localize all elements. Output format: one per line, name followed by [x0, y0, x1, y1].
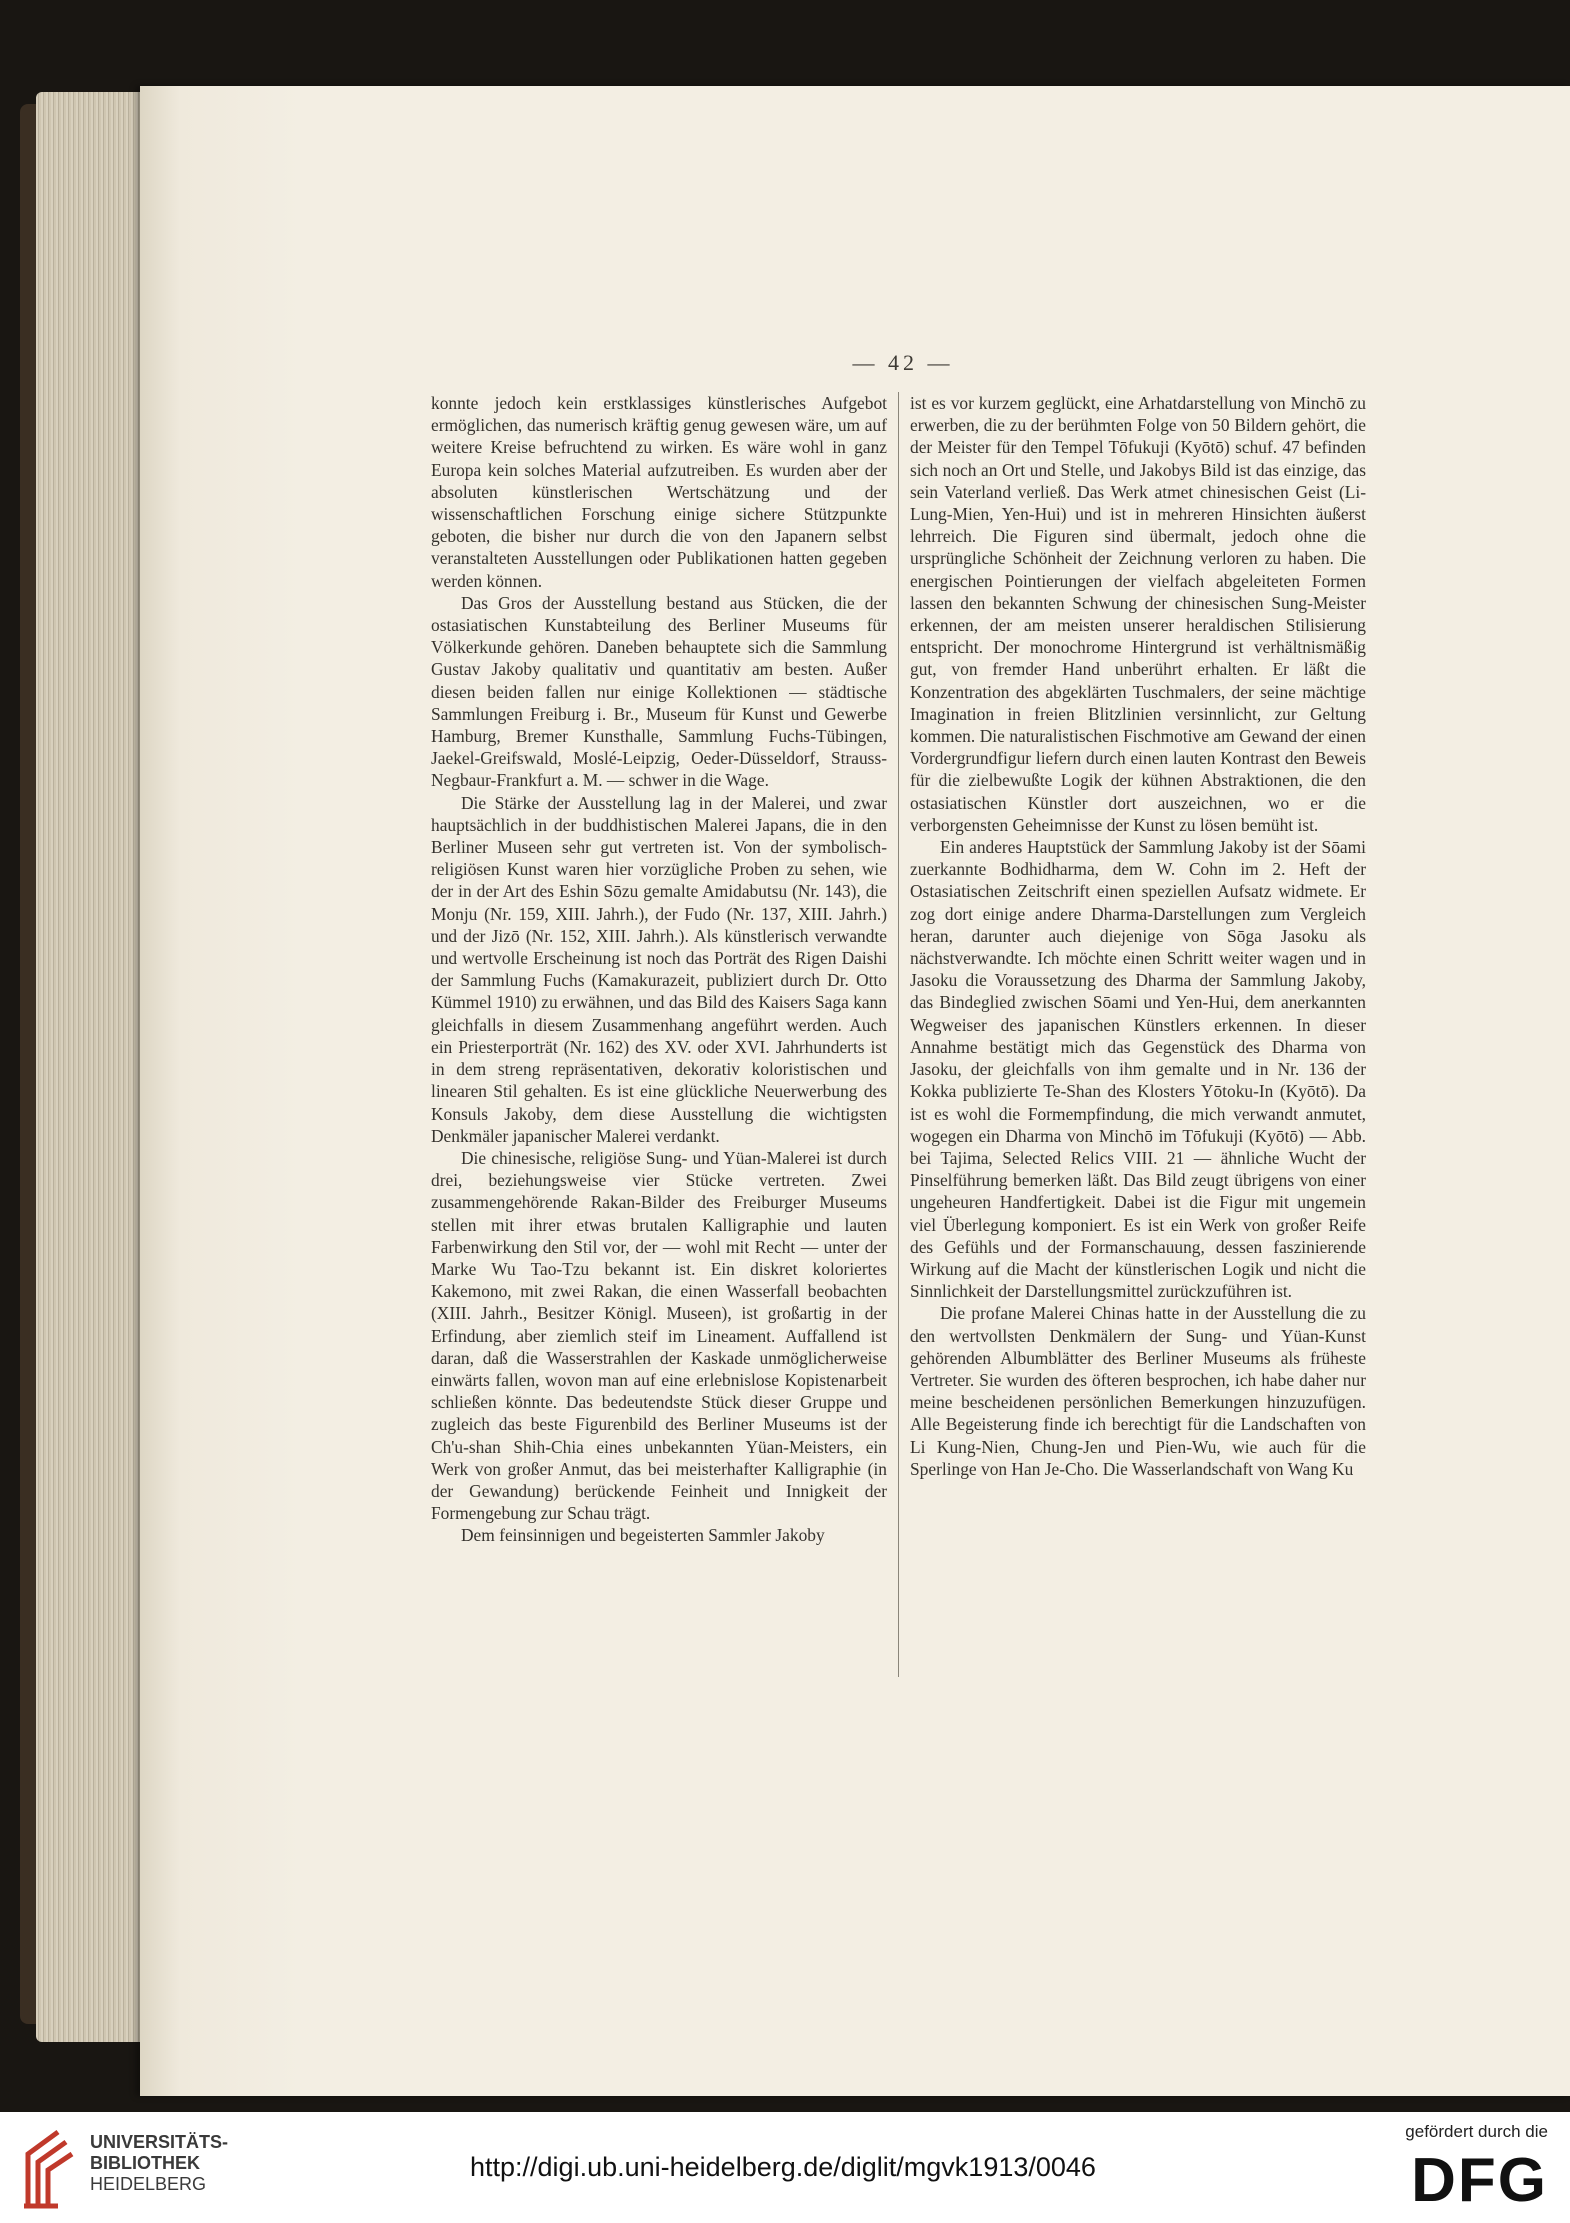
- library-name-line: UNIVERSITÄTS-: [90, 2132, 229, 2152]
- paragraph: konnte jedoch kein erstklassiges künstlerisches Aufgebot ermöglichen, das numerisch kräftig genug gewesen wäre, um auf weitere Kreise befruchtend zu wirken. Es wäre wohl in ganz Europa kein solches Material aufzutreiben. Es wurden aber der absoluten künstlerischen Wertschätzung und der wissenschaftlichen Forschung einige sichere Stützpunkte geboten, die bisher nur durch die von den Japanern selbst veranstalteten Ausstellungen oder Publikationen hatten gegeben werden können.: [431, 393, 887, 591]
- paragraph: Dem feinsinnigen und begeisterten Sammler Jakoby: [461, 1525, 825, 1546]
- funder-text: gefördert durch die: [1405, 2122, 1548, 2141]
- column-divider: [898, 392, 899, 1677]
- university-library-logo-icon: [18, 2124, 76, 2212]
- paragraph: Die chinesische, religiöse Sung- und Yüan-Malerei ist durch drei, beziehungsweise vier Stücke vertreten. Zwei zusammengehörende Rakan-Bilder des Freiburger Museums stellen mit ihrer etwas brutalen Kalligraphie und lauten Farbenwirkung den Stil vor, der — wohl mit Recht — unter der Marke Wu Tao-Tzu bekannt ist. Ein diskret koloriertes Kakemono, mit zwei Rakan, die einen Wasserfall beobachten (XIII. Jahrh., Besitzer Königl. Museen), ist großartig in der Erfindung, aber ziemlich steif im Lineament. Auffallend ist daran, daß die Wasserstrahlen der Kaskade unmöglicherweise einwärts fallen, wovon man auf eine erlebnislose Kopistenarbeit schließen könnte. Das bedeutendste Stück dieser Gruppe und zugleich das beste Figurenbild des Berliner Museums ist der Ch'u-shan Shih-Chia eines unbekannten Yüan-Meisters, ein Werk von großer Anmut, das bei meisterhafter Kalligraphie (in der Gewandung) berückende Feinheit und Innigkeit der Formengebung zur Schau trägt.: [431, 1147, 887, 1524]
- paragraph: Das Gros der Ausstellung bestand aus Stücken, die der ostasiatischen Kunstabteilung des Berliner Museums für Völkerkunde gehören. Daneben behauptete sich die Sammlung Gustav Jakoby qualitativ und quantitativ am besten. Außer diesen beiden fallen nur einige Kollektionen — städtische Sammlungen Freiburg i. Br., Museum für Kunst und Gewerbe Hamburg, Bremer Kunsthalle, Sammlung Fuchs-Tübingen, Jaekel-Greifswald, Moslé-Leipzig, Oeder-Düsseldorf, Strauss-Negbaur-Frankfurt a. M. — schwer in die Wage.: [431, 592, 887, 791]
- library-name: [90, 2132, 228, 2195]
- paragraph: ist es vor kurzem geglückt, eine Arhatdarstellung von Minchō zu erwerben, die zu der berühmten Folge von 50 Bildern gehört, die der Meister für den Tempel Tōfukuji (Kyōtō) schuf. 47 befinden sich noch an Ort und Stelle, und Jakobys Bild ist das einzige, das sein Vaterland verließ. Das Werk atmet chinesischen Geist (Li-Lung-Mien, Yen-Hui) und ist in mehreren Hinsichten äußerst lehrreich. Die Figuren sind übermalt, jedoch ohne die ursprüngliche Schönheit der Zeichnung verloren zu haben. Die energischen Pointierungen der vielfach abgeleiteten Formen lassen den bekannten Schwung der chinesischen Sung-Meister erkennen, der am meisten unserer heraldischen Stilisierung entspricht. Der monochrome Hintergrund ist verhältnismäßig gut, von fremder Hand unberührt erhalten. Er läßt die Konzentration des abgeklärten Tuschmalers, der seine mächtige Imagination in freien Blitzlinien versinnlicht, zur Geltung kommen. Die naturalistischen Fischmotive am Gewand der einen Vordergrundfigur liefern durch einen lauten Kontrast den Beweis für die zielbewußte Logik der kühnen Abstraktionen, die den ostasiatischen Künstler dort auszeichnen, wo er die verborgensten Geheimnisse der Kunst zu lösen bemüht ist.: [910, 393, 1366, 835]
- paragraph: Die Stärke der Ausstellung lag in der Malerei, und zwar hauptsächlich in der buddhistischen Malerei Japans, die in den Berliner Museen sehr gut vertreten ist. Von der symbolisch-religiösen Kunst waren hier vorzügliche Proben zu sehen, wie der in der Art des Eshin Sōzu gemalte Amidabutsu (Nr. 143), die Monju (Nr. 159, XIII. Jahrh.), der Fudo (Nr. 137, XIII. Jahrh.) und der Jizō (Nr. 152, XIII. Jahrh.). Als künstlerisch verwandte und wertvolle Erscheinung ist noch das Porträt des Rigen Daishi der Sammlung Fuchs (Kamakurazeit, publiziert durch Dr. Otto Kümmel 1910) zu erwähnen, und das Bild des Kaisers Saga kann gleichfalls in diesem Zusammenhang angeführt werden. Auch ein Priesterporträt (Nr. 162) des XV. oder XVI. Jahrhunderts ist in dem streng repräsentativen, dekorativ koloristischen und linearen Stil gehalten. Es ist eine glückliche Neuerwerbung des Konsuls Jakoby, dem diese Ausstellung die wichtigsten Denkmäler japanischer Malerei verdankt.: [431, 792, 887, 1146]
- text-column-left: [431, 392, 887, 1547]
- dfg-logo: DFG: [1411, 2146, 1548, 2215]
- footer-bar: [0, 2112, 1570, 2223]
- paragraph: Die profane Malerei Chinas hatte in der Ausstellung die zu den wertvollsten Denkmälern der Sung- und Yüan-Kunst gehörenden Albumblätter des Berliner Museums als früheste Vertreter. Sie wurden des öfteren besprochen, ich habe daher nur meine bescheidenen persönlichen Bemerkungen hinzuzufügen. Alle Begeisterung finde ich berechtigt für die Landschaften von Li Kung-Nien, Chung-Jen und Pien-Wu, wie auch für die Sperlinge von Han Je-Cho. Die Wasserlandschaft von Wang Ku: [910, 1303, 1366, 1479]
- library-name-line: BIBLIOTHEK: [90, 2153, 200, 2173]
- text-column-right: [910, 392, 1366, 1480]
- library-name-line: HEIDELBERG: [90, 2174, 207, 2194]
- paragraph: Ein anderes Hauptstück der Sammlung Jakoby ist der Sōami zuerkannte Bodhidharma, dem W. Cohn im 2. Heft der Ostasiatischen Zeitschrift einen speziellen Aufsatz widmete. Er zog dort einige andere Dharma-Darstellungen zum Vergleich heran, darunter auch diejenige von Sōga Jasoku als nächstverwandte. Ich möchte einen Schritt weiter wagen und in Jasoku die Voraussetzung des Dharma der Sammlung Jakoby, das Bindeglied zwischen Sōami und Yen-Hui, dem anerkannten Wegweiser des japanischen Künstlers erkennen. In dieser Annahme bestätigt mich das Gegenstück des Dharma von Jasoku, der gleichfalls von ihm gemalte und in Nr. 136 der Kokka publizierte Te-Shan des Klosters Yōtoku-In (Kyōtō). Da ist es wohl die Formempfindung, die mich verwandt anmutet, wogegen ein Dharma von Minchō im Tōfukuji (Kyōtō) — Abb. bei Tajima, Selected Relics VIII. 21 — ähnliche Wucht der Pinselführung bemerken läßt. Das Bild zeugt übrigens von einer ungeheuren Handfertigkeit. Dabei ist die Figur mit ungemein viel Überlegung komponiert. Es ist ein Werk von großer Reife des Gefühls und der Formanschauung, dessen faszinierende Wirkung auf die Macht der künstlerischen Logik und nicht die Sinnlichkeit der Darstellungsmittel zurückzuführen ist.: [910, 837, 1366, 1302]
- page-number: — 42 —: [852, 350, 954, 375]
- document-url-link[interactable]: http://digi.ub.uni-heidelberg.de/diglit/mgvk1913/0046: [470, 2152, 1096, 2182]
- book-page-edges: [36, 92, 151, 2042]
